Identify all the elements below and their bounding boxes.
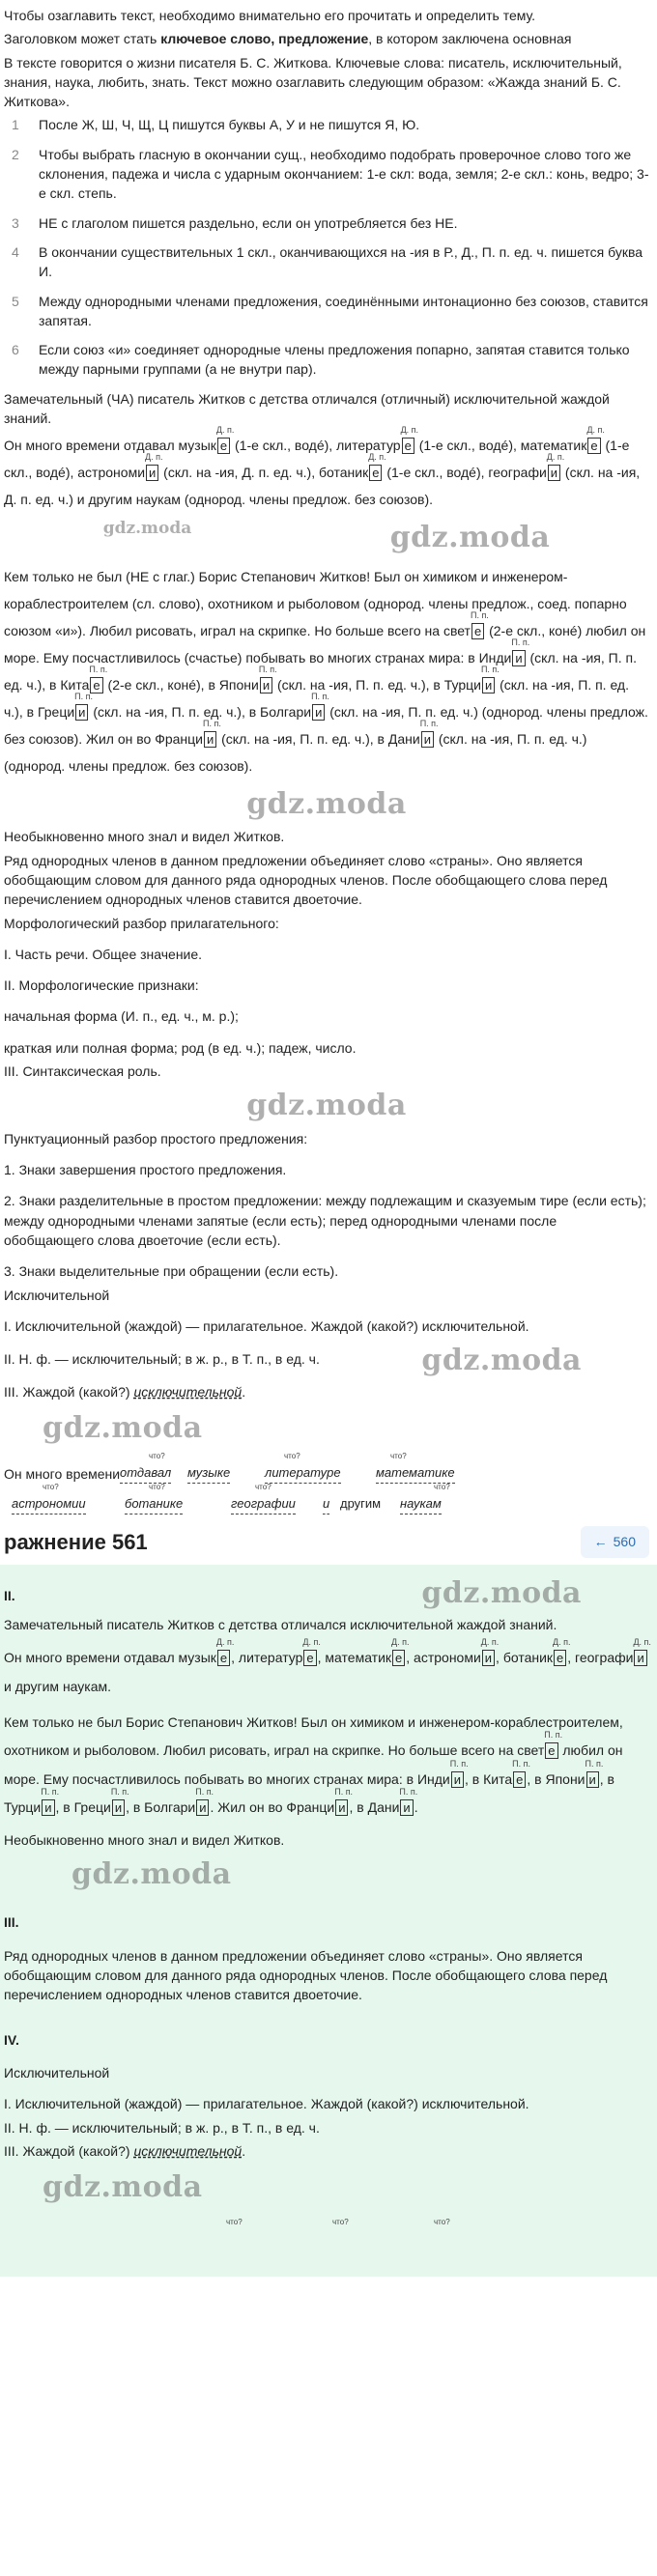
punct-line: 3. Знаки выделительные при обращении (если есть). — [4, 1263, 339, 1280]
watermark-row — [43, 2166, 649, 2209]
case-label: Д. п. — [145, 452, 163, 463]
answer-line: Необыкновенно много знал и видел Житков. — [4, 1831, 285, 1848]
ending-box: и — [260, 677, 272, 694]
ending-box: и — [512, 650, 525, 666]
ending — [368, 452, 386, 486]
answer-section — [0, 1565, 657, 2276]
answer-line: Ряд однородных членов в данном предложении объединяет слово «страны». Оно является обобщающим словом для данного ряда однородных членов. После обобщающего слова перед перечислением однородных членов ставится двоеточие. — [4, 1947, 608, 2003]
case-label: П. п. — [110, 1787, 129, 1798]
rules-list — [4, 115, 649, 379]
text: , в Греци — [55, 1799, 111, 1816]
answer-line: Исключительной — [4, 2064, 110, 2081]
ending — [511, 637, 530, 671]
ending-box: и — [312, 704, 325, 721]
text: (скл. на -ия, П. п. ед. ч.), в Греци — [4, 676, 629, 720]
case-label: Д. п. — [302, 1637, 321, 1648]
case-label: П. п. — [89, 664, 108, 674]
answer-head — [4, 1572, 649, 1615]
ending-box: и — [421, 731, 434, 748]
case-label: Д. п. — [368, 452, 386, 463]
ending-box: е — [554, 1650, 566, 1666]
text: , в Турци — [4, 1770, 614, 1816]
rule-number: 4 — [12, 243, 19, 260]
ending-box: е — [392, 1650, 405, 1666]
answer-line: II. Н. ф. — исключительный; в ж. р., в Т. п., в ед. ч. — [4, 2119, 320, 2136]
case-label: Д. п. — [553, 1637, 571, 1648]
ending — [586, 425, 605, 459]
rule-text: НЕ с глаголом пишется раздельно, если он употребляется без НЕ. — [39, 214, 458, 231]
case-label: П. п. — [202, 718, 221, 728]
question-label: что? — [434, 1483, 450, 1492]
ending — [202, 718, 221, 752]
ending-box: е — [402, 438, 414, 454]
watermark: gdz.moda — [43, 2170, 203, 2205]
case-label: Д. п. — [586, 425, 605, 436]
case-label: Д. п. — [391, 1637, 410, 1648]
intro-bold: ключевое слово, предложение — [160, 31, 369, 47]
ending — [449, 1758, 469, 1794]
text: (2-е скл., конé) любил он море. Ему посчастливилось (счастье) побывать во многих странах мира: в Инди — [4, 622, 646, 665]
ending — [553, 1637, 571, 1672]
scheme-word: и — [323, 1495, 329, 1514]
text: (скл. на -ия, П. п. ед. ч.) (однород. члены предлож. без союзов). — [4, 730, 587, 774]
ending-box: е — [303, 1650, 316, 1666]
ending-box: е — [217, 438, 230, 454]
text: (скл. на -ия, Д. п. ед. ч.) и другим наукам (однород. члены предлож. без союзов). — [4, 465, 641, 508]
case-label: П. п. — [449, 1758, 469, 1769]
case-label: П. п. — [41, 1787, 60, 1798]
section-numeral: IV. — [4, 2031, 19, 2048]
text: (скл. на -ия, П. п. ед. ч.), в Болгари — [89, 703, 312, 720]
text: Кем только не был Борис Степанович Житков! Был он химиком и инженером-кораблестроителем, охотником и рыболовом. Любил рисовать, играл на скрипке. Но больше всего на свет — [4, 1714, 623, 1759]
answer-line: Замечательный писатель Житков с детства отличался исключительной жаждой знаний. — [4, 1616, 557, 1632]
ending — [41, 1787, 60, 1822]
ending-box: и — [42, 1799, 54, 1816]
rule-item — [4, 115, 649, 134]
rule-number: 3 — [12, 214, 19, 231]
morph-line: краткая или полная форма; род (в ед. ч.); падеж, число. — [4, 1039, 357, 1056]
text: Он много времени отдавал музык — [4, 1650, 216, 1666]
ending-box: е — [217, 1650, 230, 1666]
ending-box: и — [482, 1650, 495, 1666]
case-label: П. п. — [311, 691, 329, 701]
ending — [311, 691, 329, 725]
ending-box: и — [400, 1799, 413, 1816]
text: любил он море. Ему посчастливилось побывать во многих странах мира: в Инди — [4, 1742, 623, 1787]
watermark-row — [4, 517, 649, 559]
ending-box: и — [634, 1650, 646, 1666]
question-label: что? — [284, 1452, 300, 1461]
analysis-p4: Необыкновенно много знал и видел Житков. — [4, 829, 285, 845]
ending-box: и — [75, 704, 88, 721]
ending-box: е — [471, 623, 484, 639]
ending — [633, 1637, 651, 1672]
ending — [258, 664, 277, 698]
text: Он много времени отдавал музык — [4, 438, 216, 454]
watermark: gdz.moda — [246, 1089, 407, 1123]
case-label: П. п. — [585, 1758, 604, 1769]
ending — [215, 425, 235, 459]
ending-box: и — [451, 1771, 464, 1788]
ending — [145, 452, 163, 486]
scheme-word: музыке — [187, 1464, 230, 1484]
watermark-row — [4, 783, 649, 826]
question-label: что? — [43, 1483, 59, 1492]
rule-number: 5 — [12, 293, 19, 309]
watermark: gdz.moda — [389, 521, 551, 555]
prev-exercise-button[interactable] — [581, 1526, 649, 1557]
ending-box: е — [90, 677, 102, 694]
rule-text: Если союз «и» соединяет однородные члены предложения попарно, запятая ставится только между парными группами (а не внутри пар). — [39, 342, 630, 378]
underlined-word: исключительной — [133, 2142, 243, 2159]
case-label: Д. п. — [400, 425, 419, 436]
ending — [480, 1637, 500, 1672]
analysis-p3 — [4, 563, 649, 779]
text: III. Жаждой (какой?) — [4, 1383, 134, 1400]
ending-box: е — [513, 1771, 526, 1788]
rule-number: 6 — [12, 342, 19, 358]
question-label: что? — [226, 2217, 243, 2226]
scheme-fragment — [4, 2209, 649, 2238]
parse-row — [4, 1340, 649, 1382]
exercise-header — [0, 1518, 657, 1565]
rule-item — [4, 242, 649, 282]
ending-box: и — [586, 1771, 599, 1788]
watermark: gdz.moda — [421, 1344, 582, 1378]
ending — [110, 1787, 129, 1822]
ending — [334, 1787, 354, 1822]
punct-line: 2. Знаки разделительные в простом предложении: между подлежащим и сказуемым тире (если есть); между однородными членами запятые (если есть); перед однородными членами после обобщающего слова двоеточие (если есть). — [4, 1193, 646, 1248]
question-label: что? — [255, 1483, 271, 1492]
scheme-word: другим — [340, 1496, 382, 1512]
scheme-word: астрономии — [12, 1495, 86, 1514]
answer-p2 — [4, 1637, 651, 1701]
text: (1-е скл., водé), математик — [414, 438, 587, 454]
ending — [302, 1637, 321, 1672]
rule-item — [4, 292, 649, 331]
text: , в Кита — [465, 1770, 513, 1787]
question-label: что? — [390, 1452, 407, 1461]
punct-line: Пунктуационный разбор простого предложения: — [4, 1130, 308, 1146]
underlined-word: исключительной — [133, 1383, 243, 1400]
rule-item — [4, 340, 649, 380]
text: . — [414, 1799, 418, 1816]
text: , в Дани — [349, 1799, 400, 1816]
rule-number: 2 — [12, 146, 19, 162]
ending-box: е — [369, 465, 382, 481]
rule-text: После Ж, Ш, Ч, Щ, Ц пишутся буквы А, У и не пишутся Я, Ю. — [39, 117, 420, 133]
ending — [399, 1787, 418, 1822]
case-label: Д. п. — [215, 425, 235, 436]
text: и другим наукам. — [4, 1678, 112, 1694]
case-label: П. п. — [512, 1758, 530, 1769]
watermark-row — [4, 1085, 649, 1127]
ending — [480, 664, 500, 698]
morph-line: начальная форма (И. п., ед. ч., м. р.); — [4, 1008, 239, 1025]
ending — [470, 609, 489, 644]
ending-box: е — [587, 438, 600, 454]
case-label: П. п. — [419, 718, 439, 728]
text: , математик — [317, 1650, 392, 1666]
scheme-word: литературе — [265, 1464, 341, 1484]
text: (1-е скл., водé), литератур — [231, 438, 401, 454]
ending-box: и — [146, 465, 158, 481]
case-label: Д. п. — [215, 1637, 235, 1648]
exercise-title: ражнение 561 — [4, 1529, 148, 1554]
ending-box: и — [548, 465, 560, 481]
watermark-row — [43, 1407, 649, 1450]
answer-line: III. Жаждой (какой?) исключительной. — [4, 2142, 246, 2159]
question-label: что? — [149, 1452, 165, 1461]
ending-box: и — [112, 1799, 125, 1816]
section-numeral: II. — [4, 1588, 15, 1604]
answer-p3 — [4, 1709, 649, 1823]
case-label: Д. п. — [546, 452, 565, 463]
text: (2-е скл., конé), в Япони — [103, 676, 259, 693]
ending-box: и — [335, 1799, 348, 1816]
case-label: П. п. — [399, 1787, 418, 1798]
watermark: gdz.moda — [43, 1410, 203, 1445]
watermark: gdz.moda — [102, 519, 192, 539]
case-label: П. п. — [74, 691, 94, 701]
case-label: П. п. — [470, 609, 489, 620]
ending — [512, 1758, 530, 1794]
question-label: что? — [149, 1483, 165, 1492]
scheme-text: Он много времени — [4, 1466, 121, 1483]
answer-line: I. Исключительной (жаждой) — прилагательное. Жаждой (какой?) исключительной. — [4, 2096, 529, 2112]
case-label: П. п. — [258, 664, 277, 674]
text: (скл. на -ия, П. п. ед. ч.), в Дани — [217, 730, 420, 747]
question-label: что? — [332, 2217, 349, 2226]
morph-line: I. Часть речи. Общее значение. — [4, 946, 203, 962]
intro-line-3: В тексте говорится о жизни писателя Б. С. Житкова. Ключевые слова: писатель, исключительный, знания, наука, любить, знать. Текст можно озаглавить следующим образом: «Жажда знаний Б. С. Житкова». — [4, 54, 622, 110]
word-heading: Исключительной — [4, 1287, 110, 1303]
text: (1-е скл., водé), астрономи — [4, 438, 630, 481]
case-label: П. п. — [511, 637, 530, 647]
text: (скл. на -ия, П. п. ед. ч.), в Кита — [4, 649, 637, 693]
intro-text: Заголовком может стать — [4, 31, 161, 47]
case-label: Д. п. — [633, 1637, 651, 1648]
ending — [215, 1637, 235, 1672]
scheme-word: ботанике — [125, 1495, 183, 1514]
punct-line: 1. Знаки завершения простого предложения. — [4, 1162, 287, 1178]
scheme-word: математике — [376, 1464, 455, 1484]
watermark-row — [71, 1854, 649, 1896]
analysis-p6: Морфологический разбор прилагательного: — [4, 915, 279, 931]
intro-text: , в котором заключена основная — [368, 31, 572, 47]
watermark: gdz.moda — [421, 1576, 582, 1611]
text: , ботаник — [496, 1650, 554, 1666]
intro-line-1: Чтобы озаглавить текст, необходимо внимательно его прочитать и определить тему. — [4, 8, 536, 23]
analysis-p5: Ряд однородных членов в данном предложении объединяет слово «страны». Оно является обобщающим словом для данного ряда однородных членов. После обобщающего слова перед перечислением однородных членов ставится двоеточие. — [4, 852, 608, 908]
ending-box: и — [482, 677, 495, 694]
text: , в Болгари — [126, 1799, 196, 1816]
text: (скл. на -ия, П. п. ед. ч.) (однород. члены предлож. без союзов). Жил он во Франци — [4, 703, 648, 747]
rule-text: Между однородными членами предложения, соединёнными интонационно без союзов, ставится запятая. — [39, 293, 648, 328]
text: (скл. на -ия, П. п. ед. ч.), в Турци — [273, 676, 481, 693]
scheme-word: наукам — [400, 1495, 442, 1514]
intro-line-2 — [4, 29, 649, 48]
case-label: П. п. — [544, 1730, 563, 1741]
scheme-word: географии — [231, 1495, 296, 1514]
morph-line: II. Морфологические признаки: — [4, 977, 199, 994]
rule-item — [4, 145, 649, 204]
scheme-word: отдавал — [120, 1464, 171, 1484]
scheme-diagram — [4, 1449, 649, 1513]
rule-number: 1 — [12, 117, 19, 133]
parse-line: III. Жаждой (какой?) исключительной. — [4, 1383, 246, 1400]
ending — [546, 452, 565, 486]
case-label: Д. п. — [480, 1637, 500, 1648]
watermark: gdz.moda — [246, 786, 407, 821]
ending — [585, 1758, 604, 1794]
text: Кем только не был (НЕ с глаг.) Борис Степанович Житков! Был он химиком и инженером-кораблестроителем (сл. слово), охотником и рыболовом (однород. члены предлож., соед. попарно союзом «и»). Любил рисовать, играл на скрипке. Но больше всего на свет — [4, 568, 627, 638]
ending-box: и — [204, 731, 216, 748]
prev-exercise-label: 560 — [613, 1534, 636, 1550]
text: , литератур — [231, 1650, 303, 1666]
arrow-left-icon: ← — [593, 1534, 608, 1550]
ending — [195, 1787, 214, 1822]
analysis-p1: Замечательный (ЧА) писатель Житков с детства отличался (отличный) исключительной жаждой знаний. — [4, 390, 610, 427]
ending — [391, 1637, 410, 1672]
text: III. Жаждой (какой?) — [4, 2142, 134, 2159]
rule-item — [4, 213, 649, 233]
rule-text: Чтобы выбрать гласную в окончании сущ., необходимо подобрать проверочное слово того же склонения, падежа и числа с ударным окончанием: 1-е скл: вода, земля; 2-е скл.: конь, ведро; 3-е скл. степь. — [39, 146, 649, 202]
case-label: П. п. — [480, 664, 500, 674]
ending-box: и — [196, 1799, 209, 1816]
ending — [419, 718, 439, 752]
case-label: П. п. — [195, 1787, 214, 1798]
text: . Жил он во Франци — [210, 1799, 335, 1816]
text: (скл. на -ия, Д. п. ед. ч.), ботаник — [159, 465, 369, 481]
parse-line: I. Исключительной (жаждой) — прилагательное. Жаждой (какой?) исключительной. — [4, 1317, 529, 1334]
ending — [544, 1730, 563, 1765]
parse-line: II. Н. ф. — исключительный; в ж. р., в Т. п., в ед. ч. — [4, 1350, 320, 1367]
question-label: что? — [434, 2217, 450, 2226]
case-label: П. п. — [334, 1787, 354, 1798]
rule-text: В окончании существительных 1 скл., оканчивающихся на -ия в Р., Д., П. п. ед. ч. пишется буква И. — [39, 243, 643, 280]
section-numeral: III. — [4, 1914, 19, 1931]
text: , астрономи — [406, 1650, 481, 1666]
text: (1-е скл., водé), географи — [383, 465, 547, 481]
ending — [400, 425, 419, 459]
ending — [74, 691, 94, 725]
watermark: gdz.moda — [71, 1856, 232, 1891]
ending-box: е — [545, 1742, 557, 1759]
text: , географи — [567, 1650, 634, 1666]
text: , в Япони — [527, 1770, 586, 1787]
morph-line: III. Синтаксическая роль. — [4, 1063, 161, 1080]
analysis-p2 — [4, 425, 649, 513]
